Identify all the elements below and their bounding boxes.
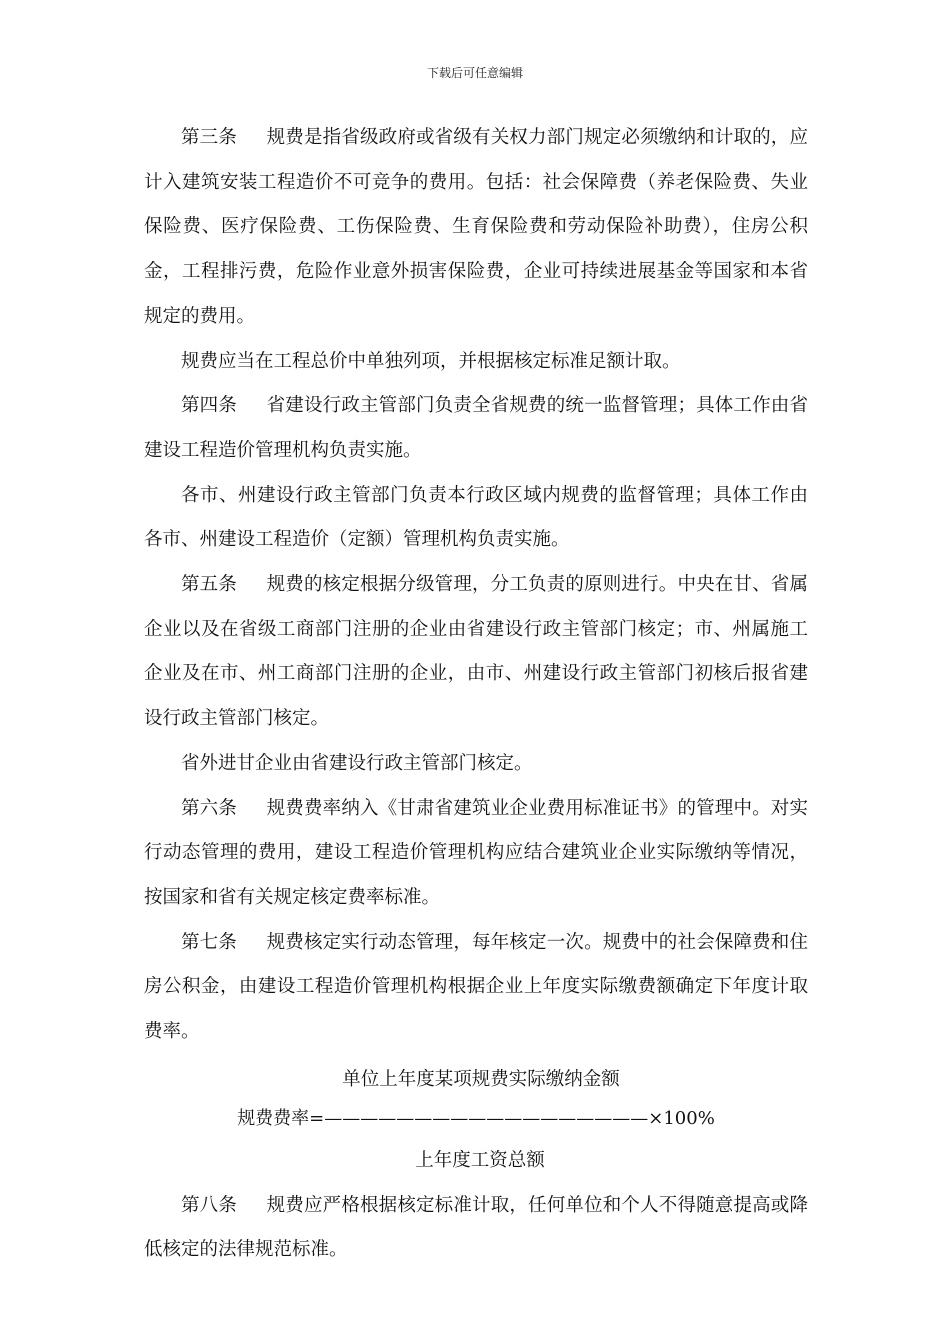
- paragraph-text: 规费应当在工程总价中单独列项，并根据核定标准足额计取。: [181, 350, 681, 372]
- paragraph-text: 省外进甘企业由省建设行政主管部门核定。: [181, 752, 533, 774]
- paragraph-text: 规费应严格根据核定标准计取，任何单位和个人不得随意提高或降低核定的法律规范标准。: [144, 1194, 808, 1261]
- paragraph: [144, 340, 808, 385]
- formula-denominator: 上年度工资总额: [415, 1149, 545, 1171]
- paragraph-article-7: [144, 921, 808, 1055]
- article-label: 第五条: [181, 574, 238, 596]
- article-label: 第八条: [181, 1194, 238, 1216]
- paragraph-article-4: [144, 384, 808, 473]
- article-label: 第四条: [181, 395, 238, 417]
- paragraph-article-3: [144, 116, 808, 340]
- paragraph-text: 规费核定实行动态管理，每年核定一次。规费中的社会保障费和住房公积金，由建设工程造价管理机构根据企业上年度实际缴费额确定下年度计取费率。: [144, 931, 808, 1043]
- document-body: [144, 116, 808, 1273]
- paragraph: [144, 474, 808, 563]
- article-label: 第六条: [181, 797, 238, 819]
- paragraph-article-5: [144, 563, 808, 742]
- page-header: 下载后可任意编辑: [426, 66, 523, 80]
- formula-numerator: 单位上年度某项规费实际缴纳金额: [342, 1068, 620, 1090]
- formula-fraction-line: 规费费率=——————————————————×100%: [237, 1107, 715, 1129]
- paragraph-text: 规费的核定根据分级管理，分工负责的原则进行。中央在甘、省属企业以及在省级工商部门注册的企业由省建设行政主管部门核定；市、州属施工企业及在市、州工商部门注册的企业，由市、州建设行政主管部门初核后报省建设行政主管部门核定。: [144, 574, 808, 730]
- paragraph-text: 规费费率纳入《甘肃省建筑业企业费用标准证书》的管理中。对实行动态管理的费用，建设工程造价管理机构应结合建筑业企业实际缴纳等情况，按国家和省有关规定核定费率标准。: [144, 797, 808, 908]
- paragraph-article-6: [144, 787, 808, 921]
- paragraph-text: 规费是指省级政府或省级有关权力部门规定必须缴纳和计取的，应计入建筑安装工程造价不可竞争的费用。包括：社会保障费（养老保险费、失业保险费、医疗保险费、工伤保险费、生育保险费和劳动保险补助费），住房公积金，工程排污费，危险作业意外损害保险费，企业可持续进展基金等国家和本省规定的费用。: [144, 127, 808, 327]
- paragraph-text: 各市、州建设行政主管部门负责本行政区域内规费的监督管理；具体工作由各市、州建设工程造价（定额）管理机构负责实施。: [144, 484, 808, 551]
- paragraph: [144, 742, 808, 787]
- fee-rate-formula: [144, 1055, 808, 1184]
- paragraph-text: 省建设行政主管部门负责全省规费的统一监督管理；具体工作由省建设工程造价管理机构负责实施。: [144, 395, 808, 461]
- paragraph-article-8: [144, 1184, 808, 1273]
- article-label: 第三条: [181, 127, 238, 148]
- article-label: 第七条: [181, 931, 238, 953]
